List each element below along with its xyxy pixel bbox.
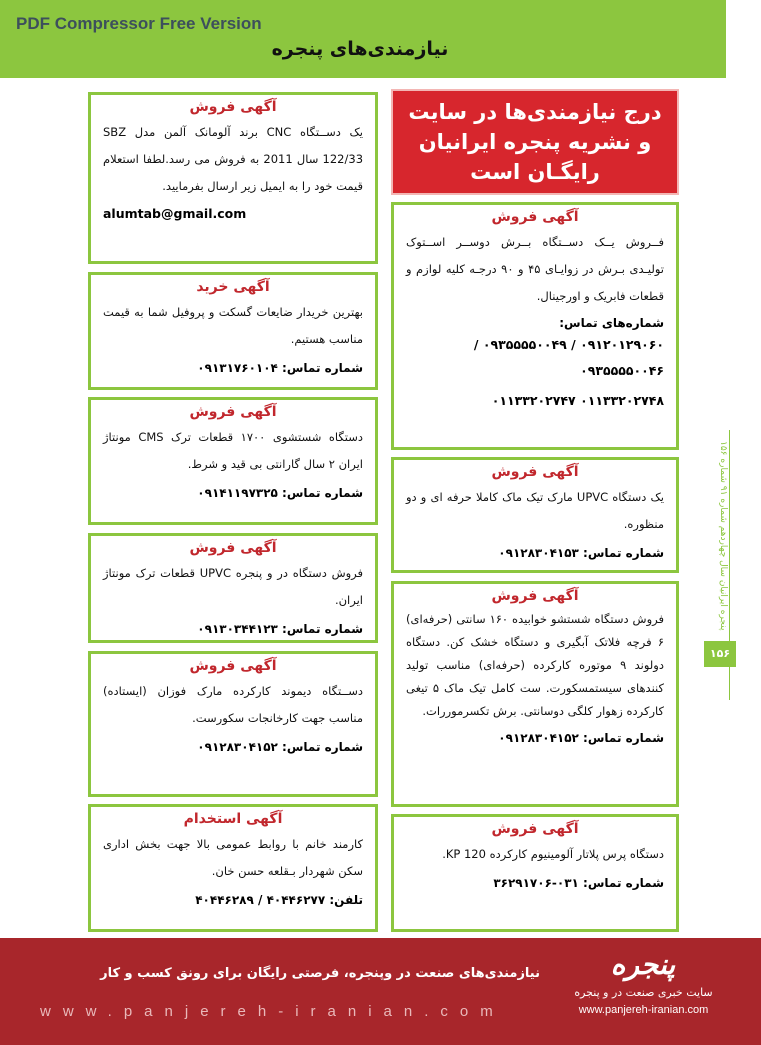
ad-card xyxy=(88,272,378,390)
ad-body: دســتگاه دیموند کارکرده مارک فوزان (ایستاده) مناسب جهت کارخانجات سکورست. xyxy=(103,684,363,725)
ad-contact: شماره تماس: ۰۹۱۲۸۳۰۴۱۵۳ xyxy=(498,546,664,560)
ad-contact: تلفن: ۴۰۴۴۶۲۷۷ / ۴۰۴۴۶۲۸۹ xyxy=(195,893,363,907)
ad-contact: شماره تماس: ۰۹۱۴۱۱۹۷۳۲۵ xyxy=(197,486,363,500)
ad-body: یک دســتگاه CNC برند آلومانک آلمن مدل SBZ 122/33 سال 2011 به فروش می رسد.لطفا استعلام قیمت خود را به ایمیل زیر ارسال بفرمایید. xyxy=(103,125,364,193)
page-number: ۱۵۶ xyxy=(704,641,736,667)
ad-card xyxy=(391,581,679,807)
ad-card xyxy=(88,804,378,932)
ad-card xyxy=(391,202,679,450)
ad-title: آگهی فروش xyxy=(189,99,277,115)
ad-body: فروش دستگاه در و پنجره UPVC قطعات ترک مونتاژ ایران. xyxy=(103,566,363,607)
ad-card xyxy=(88,397,378,525)
ad-title: آگهی فروش xyxy=(189,404,277,420)
watermark-text: PDF Compressor Free Version xyxy=(16,14,262,33)
brand-logo: پنجره xyxy=(610,948,676,981)
ad-title: آگهی خرید xyxy=(196,279,270,295)
ad-card xyxy=(88,92,378,264)
ad-card xyxy=(88,533,378,643)
footer-url[interactable]: www.panjereh-iranian.com xyxy=(40,1003,505,1020)
ad-body: دستگاه پرس پلاتار آلومینیوم کارکرده KP 120. xyxy=(442,847,664,861)
phone-list: ۰۹۱۲۰۱۲۹۰۶۰ / ۰۹۳۵۵۵۵۰۰۴۹ / ۰۹۳۵۵۵۵۰۰۴۶ xyxy=(473,337,664,378)
promo-banner xyxy=(391,89,679,195)
ad-body: فروش دستگاه شستشو خوابیده ۱۶۰ سانتی (حرفه‌ای) ۶ فرچه فلاتک آبگیری و دستگاه خشک کن. دستگاه دولوند ۹ موتوره کارکرده (حرفه‌ای) مناسب تولید کنندهای سیستمسکورت. ست کامل تیک ماک ۵ تیغی کارکرده زهوار کلگی دوسانتی. برش تکسرموررات. xyxy=(406,612,664,718)
ad-card xyxy=(88,651,378,797)
ad-body: کارمند خانم با روابط عمومی بالا جهت بخش اداری سکن شهردار بـقلعه حسن خان. xyxy=(103,837,363,878)
promo-line: رایگـان است xyxy=(470,160,600,184)
ad-contact: شماره تماس: ۰۹۱۳۱۷۶۰۱۰۴ xyxy=(197,361,363,375)
logo-url[interactable]: www.panjereh-iranian.com xyxy=(578,1004,709,1016)
ad-contact: شماره تماس: ۰۹۱۳۰۳۴۴۱۲۳ xyxy=(197,622,363,636)
phone-list: ۰۱۱۳۳۲۰۲۷۴۸ ۰۱۱۳۳۲۰۲۷۴۷ xyxy=(491,393,664,408)
ad-contact: شماره تماس: ۰۹۱۲۸۳۰۴۱۵۲ xyxy=(197,740,363,754)
footer-tagline: نیازمندی‌های صنعت در وپنجره، فرصتی رایگان برای رونق کسب و کار xyxy=(100,966,540,981)
header-edge xyxy=(726,0,761,78)
page-title: نیازمندی‌های پنجره xyxy=(271,38,449,60)
logo-tagline: سایت خبری صنعت در و پنجره xyxy=(574,986,713,999)
ad-title: آگهی فروش xyxy=(491,209,579,225)
promo-line: درج نیازمندی‌ها در سایت xyxy=(408,100,662,124)
ad-title: آگهی فروش xyxy=(491,588,579,604)
ad-body: یک دستگاه UPVC مارک تیک ماک کاملا حرفه ای و دو منظوره. xyxy=(406,490,664,531)
phone-label: شماره‌های تماس: xyxy=(559,316,664,330)
issue-info: پنجره ایرانیان سال چهاردهم شماره ۹۱ شماره ۱۵۶ xyxy=(718,440,728,630)
ad-email[interactable]: alumtab@gmail.com xyxy=(103,206,247,221)
ad-contact: شماره تماس: ۰۹۱۲۸۳۰۴۱۵۲ xyxy=(498,731,664,745)
ad-body: فــروش یــک دســتگاه بــرش دوســر اســتوک تولیـدی بـرش در زوایـای ۴۵ و ۹۰ درجـه کلیه لوازم و قطعات فابریک و اورجینال. xyxy=(406,235,664,303)
ad-title: آگهی فروش xyxy=(491,821,579,837)
ad-card xyxy=(391,814,679,932)
ad-title: آگهی فروش xyxy=(491,464,579,480)
ad-card xyxy=(391,457,679,573)
ad-title: آگهی استخدام xyxy=(183,811,283,827)
ad-body: دستگاه شستشوی ۱۷۰۰ قطعات ترک CMS مونتاژ ایران ۲ سال گارانتی بی قید و شرط. xyxy=(103,430,363,471)
promo-line: و نشریه پنجره ایرانیان xyxy=(418,130,652,154)
ad-title: آگهی فروش xyxy=(189,540,277,556)
ad-title: آگهی فروش xyxy=(189,658,277,674)
ad-body: بهترین خریدار ضایعات گسکت و پروفیل شما به قیمت مناسب هستیم. xyxy=(103,305,363,346)
ad-contact: شماره تماس: ۰۳۱-۳۶۲۹۱۷۰۶ xyxy=(493,876,664,890)
